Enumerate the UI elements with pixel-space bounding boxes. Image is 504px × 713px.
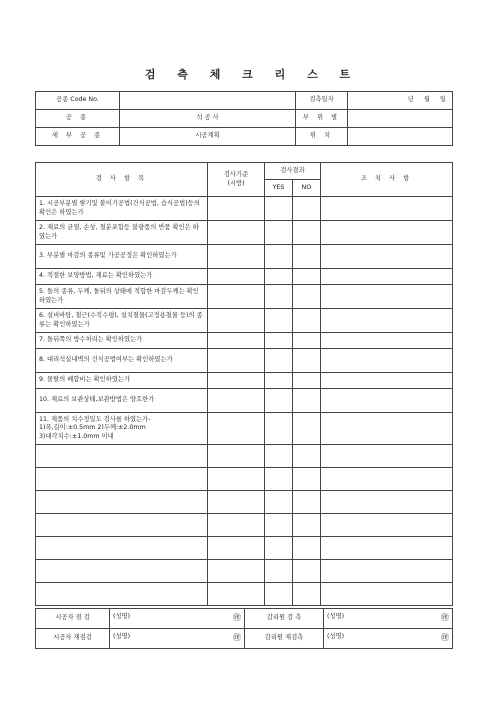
action-cell[interactable]	[321, 349, 453, 373]
yes-cell[interactable]	[265, 349, 293, 373]
checklist-row	[36, 389, 453, 413]
standard-cell[interactable]	[208, 373, 265, 389]
action-cell[interactable]	[321, 309, 453, 333]
standard-cell[interactable]	[208, 468, 265, 491]
checklist-item-text: 5. 돌의 종류, 두께, 돌뒤의 상태에 적합한 마감두께는 확인하였는가	[36, 285, 208, 309]
yes-cell[interactable]	[265, 413, 293, 445]
checklist-row	[36, 413, 453, 445]
contractor-check-sign-field[interactable]	[110, 609, 245, 629]
yes-cell[interactable]	[265, 389, 293, 413]
no-cell[interactable]	[293, 445, 321, 468]
item-cell[interactable]	[36, 583, 208, 606]
no-cell[interactable]	[293, 349, 321, 373]
yes-cell[interactable]	[265, 537, 293, 560]
yes-cell[interactable]	[265, 560, 293, 583]
item-cell[interactable]	[36, 560, 208, 583]
yes-cell[interactable]	[265, 445, 293, 468]
supervisor-recheck-sign-field[interactable]	[324, 629, 453, 649]
checklist-item-text: 9. 몰탈의 배합비는 확인하였는가	[36, 373, 208, 389]
no-cell[interactable]	[293, 583, 321, 606]
checklist-row	[36, 221, 453, 245]
action-cell[interactable]	[321, 537, 453, 560]
action-cell[interactable]	[321, 285, 453, 309]
column-header-yes: YES	[265, 180, 293, 197]
action-cell[interactable]	[321, 221, 453, 245]
yes-cell[interactable]	[265, 245, 293, 269]
item-cell[interactable]	[36, 445, 208, 468]
standard-cell[interactable]	[208, 514, 265, 537]
checklist-table	[35, 162, 453, 606]
contractor-recheck-sign-field[interactable]	[110, 629, 245, 649]
standard-cell[interactable]	[208, 413, 265, 445]
blank-row	[36, 445, 453, 468]
no-cell[interactable]	[293, 245, 321, 269]
blank-row	[36, 514, 453, 537]
yes-cell[interactable]	[265, 583, 293, 606]
yes-cell[interactable]	[265, 491, 293, 514]
yes-cell[interactable]	[265, 373, 293, 389]
location-value-field[interactable]	[348, 128, 453, 146]
checklist-item-text: 1. 시공부분별 쌓기및 붙이기공법(건식공법, 습식공법)등의 확인은 하였는가	[36, 197, 208, 221]
column-header-no: NO	[293, 180, 321, 197]
name-placeholder: (성명)	[113, 613, 131, 621]
action-cell[interactable]	[321, 373, 453, 389]
action-cell[interactable]	[321, 583, 453, 606]
checklist-item-text: 8. 대리석실내벽의 건식공법여부는 확인하였는가	[36, 349, 208, 373]
no-cell[interactable]	[293, 389, 321, 413]
code-value-field[interactable]	[120, 92, 296, 110]
checklist-row	[36, 349, 453, 373]
checklist-row	[36, 285, 453, 309]
yes-cell[interactable]	[265, 269, 293, 285]
standard-cell[interactable]	[208, 491, 265, 514]
no-cell[interactable]	[293, 560, 321, 583]
no-cell[interactable]	[293, 221, 321, 245]
action-cell[interactable]	[321, 491, 453, 514]
document-title: 검 측 체 크 리 스 트	[144, 68, 360, 81]
blank-row	[36, 560, 453, 583]
item-cell[interactable]	[36, 468, 208, 491]
no-cell[interactable]	[293, 468, 321, 491]
yes-cell[interactable]	[265, 309, 293, 333]
checklist-item-text: 3. 부분별 마감의 종류및 가공공정은 확인하였는가	[36, 245, 208, 269]
standard-cell[interactable]	[208, 537, 265, 560]
standard-cell[interactable]	[208, 245, 265, 269]
name-placeholder: (성명)	[113, 633, 131, 641]
yes-cell[interactable]	[265, 197, 293, 221]
yes-cell[interactable]	[265, 468, 293, 491]
part-value-field[interactable]	[348, 110, 453, 128]
code-label: 공종 Code No.	[36, 92, 120, 110]
yes-cell[interactable]	[265, 514, 293, 537]
action-cell[interactable]	[321, 413, 453, 445]
checklist-row	[36, 245, 453, 269]
standard-cell[interactable]	[208, 560, 265, 583]
column-header-standard: 검사기준 (시방)	[208, 163, 265, 197]
standard-cell[interactable]	[208, 389, 265, 413]
contractor-check-label: 시공자 점 검	[36, 609, 110, 629]
standard-cell[interactable]	[208, 197, 265, 221]
item-cell[interactable]	[36, 491, 208, 514]
checklist-item-text: 6. 설비바탕, 철근(수직수평), 설치철물(고정용철물 등)의 종류는 확인하였는가	[36, 309, 208, 333]
blank-row	[36, 468, 453, 491]
name-placeholder: (성명)	[327, 613, 345, 621]
checklist-item-text: 2. 재료의 균열, 손상, 철분포함등 불량품의 반품 확인은 하였는가	[36, 221, 208, 245]
standard-cell[interactable]	[208, 583, 265, 606]
contractor-recheck-label: 시공자 재점검	[36, 629, 110, 649]
column-header-action: 조 치 사 항	[321, 163, 453, 197]
action-cell[interactable]	[321, 245, 453, 269]
checklist-row	[36, 373, 453, 389]
checklist-row	[36, 197, 453, 221]
supervisor-check-sign-field[interactable]	[324, 609, 453, 629]
blank-row	[36, 537, 453, 560]
work-value: 석 공 사	[120, 110, 296, 128]
checklist-item-text: 11. 제품의 치수정밀도 검사를 하였는가- 1)폭,길이:±0.5mm 2)두께:±2.0mm 3)대각치수:±1.0mm 이내	[36, 413, 208, 445]
location-label: 위 치	[296, 128, 348, 146]
standard-cell[interactable]	[208, 269, 265, 285]
no-cell[interactable]	[293, 309, 321, 333]
standard-cell[interactable]	[208, 445, 265, 468]
action-cell[interactable]	[321, 389, 453, 413]
column-header-item: 검 사 항 목	[36, 163, 208, 197]
no-cell[interactable]	[293, 333, 321, 349]
item-cell[interactable]	[36, 514, 208, 537]
action-cell[interactable]	[321, 197, 453, 221]
checklist-row	[36, 309, 453, 333]
detail-value: 시공계획	[120, 128, 296, 146]
yes-cell[interactable]	[265, 221, 293, 245]
column-header-result: 검사결과	[265, 163, 321, 180]
no-cell[interactable]	[293, 491, 321, 514]
date-label: 검측일자	[296, 92, 348, 110]
part-label: 부 위 별	[296, 110, 348, 128]
standard-cell[interactable]	[208, 349, 265, 373]
action-cell[interactable]	[321, 269, 453, 285]
name-placeholder: (성명)	[327, 633, 345, 641]
action-cell[interactable]	[321, 445, 453, 468]
standard-cell[interactable]	[208, 285, 265, 309]
checklist-item-text: 10. 재료의 보관상태,보관방법은 양호한가	[36, 389, 208, 413]
seal-mark: ㊞	[441, 633, 449, 643]
no-cell[interactable]	[293, 269, 321, 285]
no-cell[interactable]	[293, 514, 321, 537]
no-cell[interactable]	[293, 197, 321, 221]
detail-label: 세 부 공 종	[36, 128, 120, 146]
checklist-item-text: 7. 돌뒤쪽의 방수처리는 확인하였는가	[36, 333, 208, 349]
no-cell[interactable]	[293, 373, 321, 389]
standard-cell[interactable]	[208, 309, 265, 333]
item-cell[interactable]	[36, 537, 208, 560]
action-cell[interactable]	[321, 333, 453, 349]
signature-table	[35, 608, 453, 649]
action-cell[interactable]	[321, 514, 453, 537]
blank-row	[36, 583, 453, 606]
supervisor-recheck-label: 감리원 재검측	[245, 629, 324, 649]
blank-row	[36, 491, 453, 514]
seal-mark: ㊞	[233, 633, 241, 643]
date-value-field[interactable]: 년 월 일	[348, 92, 453, 110]
yes-cell[interactable]	[265, 333, 293, 349]
seal-mark: ㊞	[233, 613, 241, 623]
checklist-row	[36, 269, 453, 285]
no-cell[interactable]	[293, 537, 321, 560]
seal-mark: ㊞	[441, 613, 449, 623]
yes-cell[interactable]	[265, 285, 293, 309]
supervisor-check-label: 감리원 검 측	[245, 609, 324, 629]
no-cell[interactable]	[293, 413, 321, 445]
no-cell[interactable]	[293, 285, 321, 309]
work-label: 공 종	[36, 110, 120, 128]
action-cell[interactable]	[321, 560, 453, 583]
header-table	[35, 91, 453, 146]
standard-cell[interactable]	[208, 333, 265, 349]
action-cell[interactable]	[321, 468, 453, 491]
checklist-item-text: 4. 적절한 보양방법, 재료는 확인하였는가	[36, 269, 208, 285]
checklist-row	[36, 333, 453, 349]
standard-cell[interactable]	[208, 221, 265, 245]
